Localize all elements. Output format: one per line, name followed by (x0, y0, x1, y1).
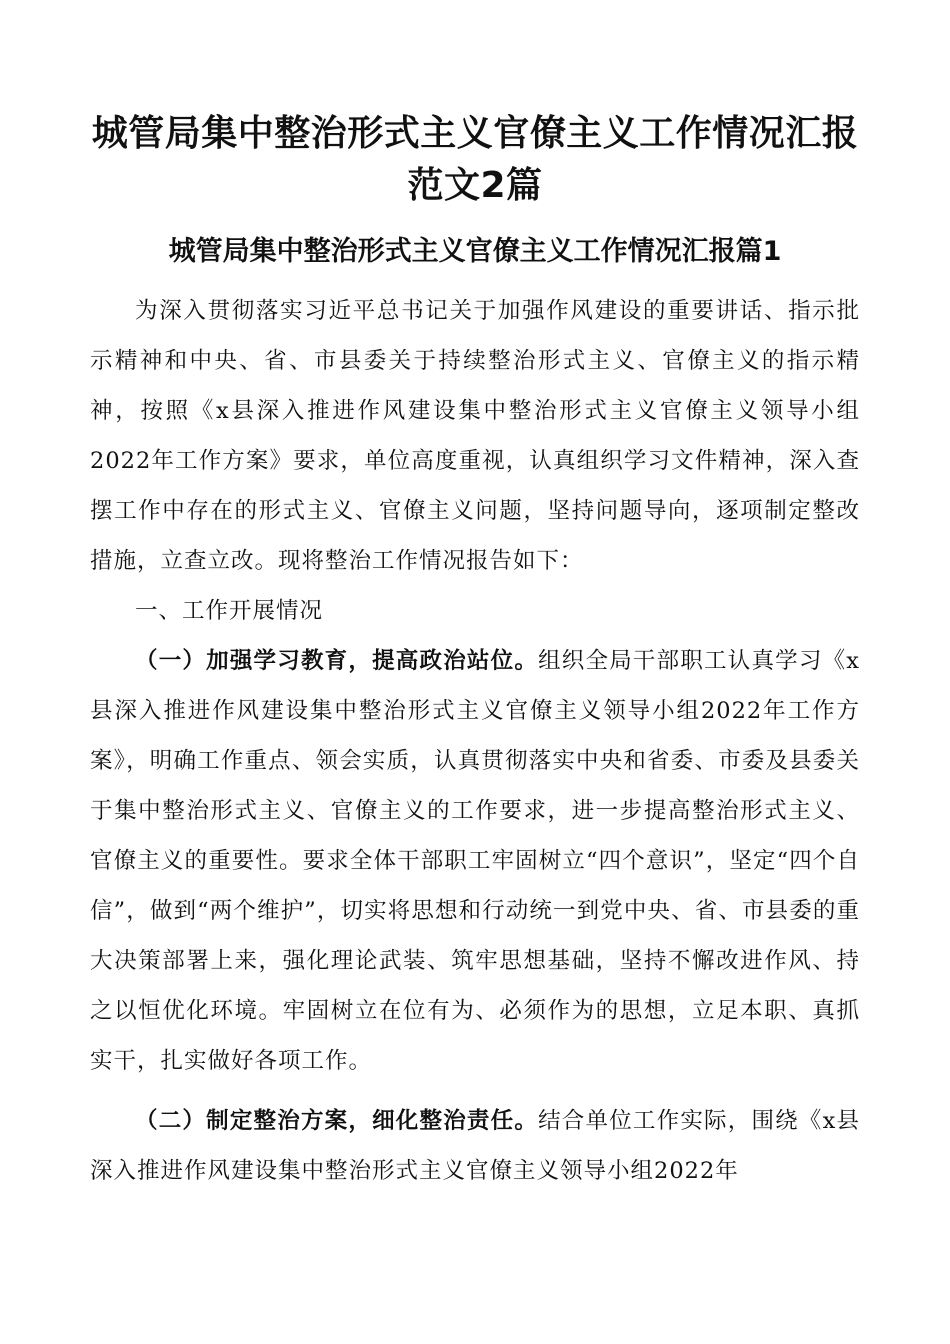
intro-paragraph: 为深入贯彻落实习近平总书记关于加强作风建设的重要讲话、指示批示精神和中央、省、市县委关于持续整治形式主义、官僚主义的指示精神，按照《x县深入推进作风建设集中整治形式主义官僚主义领导小组2022年工作方案》要求，单位高度重视，认真组织学习文件精神，深入查摆工作中存在的形式主义、官僚主义问题，坚持问题导向，逐项制定整改措施，立查立改。现将整治工作情况报告如下： (90, 298, 860, 574)
item-one-lead: （一）加强学习教育，提高政治站位。 (135, 648, 539, 674)
item-one-text: 组织全局干部职工认真学习《x县深入推进作风建设集中整治形式主义官僚主义领导小组2022年工作方案》，明确工作重点、领会实质，认真贯彻落实中央和省委、市委及县委关于集中整治形式主义、官僚主义的工作要求，进一步提高整治形式主义、官僚主义的重要性。要求全体干部职工牢固树立“四个意识”，坚定“四个自信”，做到“两个维护”，切实将思想和行动统一到党中央、省、市县委的重大决策部署上来，强化理论武装、筑牢思想基础，坚持不懈改进作风、持之以恒优化环境。牢固树立在位有为、必须作为的思想，立足本职、真抓实干，扎实做好各项工作。 (90, 648, 860, 1074)
section-heading: 城管局集中整治形式主义官僚主义工作情况汇报篇1 (168, 236, 782, 267)
document-body (90, 286, 860, 1196)
part-one-heading: 一、工作开展情况 (135, 598, 324, 624)
item-two-paragraph (90, 1096, 860, 1196)
item-one-paragraph (90, 636, 860, 1086)
item-two-lead: （二）制定整治方案，细化整治责任。 (135, 1108, 539, 1134)
document-title: 城管局集中整治形式主义官僚主义工作情况汇报范文2篇 (91, 113, 859, 206)
item-two-text: 结合单位工作实际，围绕《x县深入推进作风建设集中整治形式主义官僚主义领导小组2022年 (90, 1108, 860, 1184)
